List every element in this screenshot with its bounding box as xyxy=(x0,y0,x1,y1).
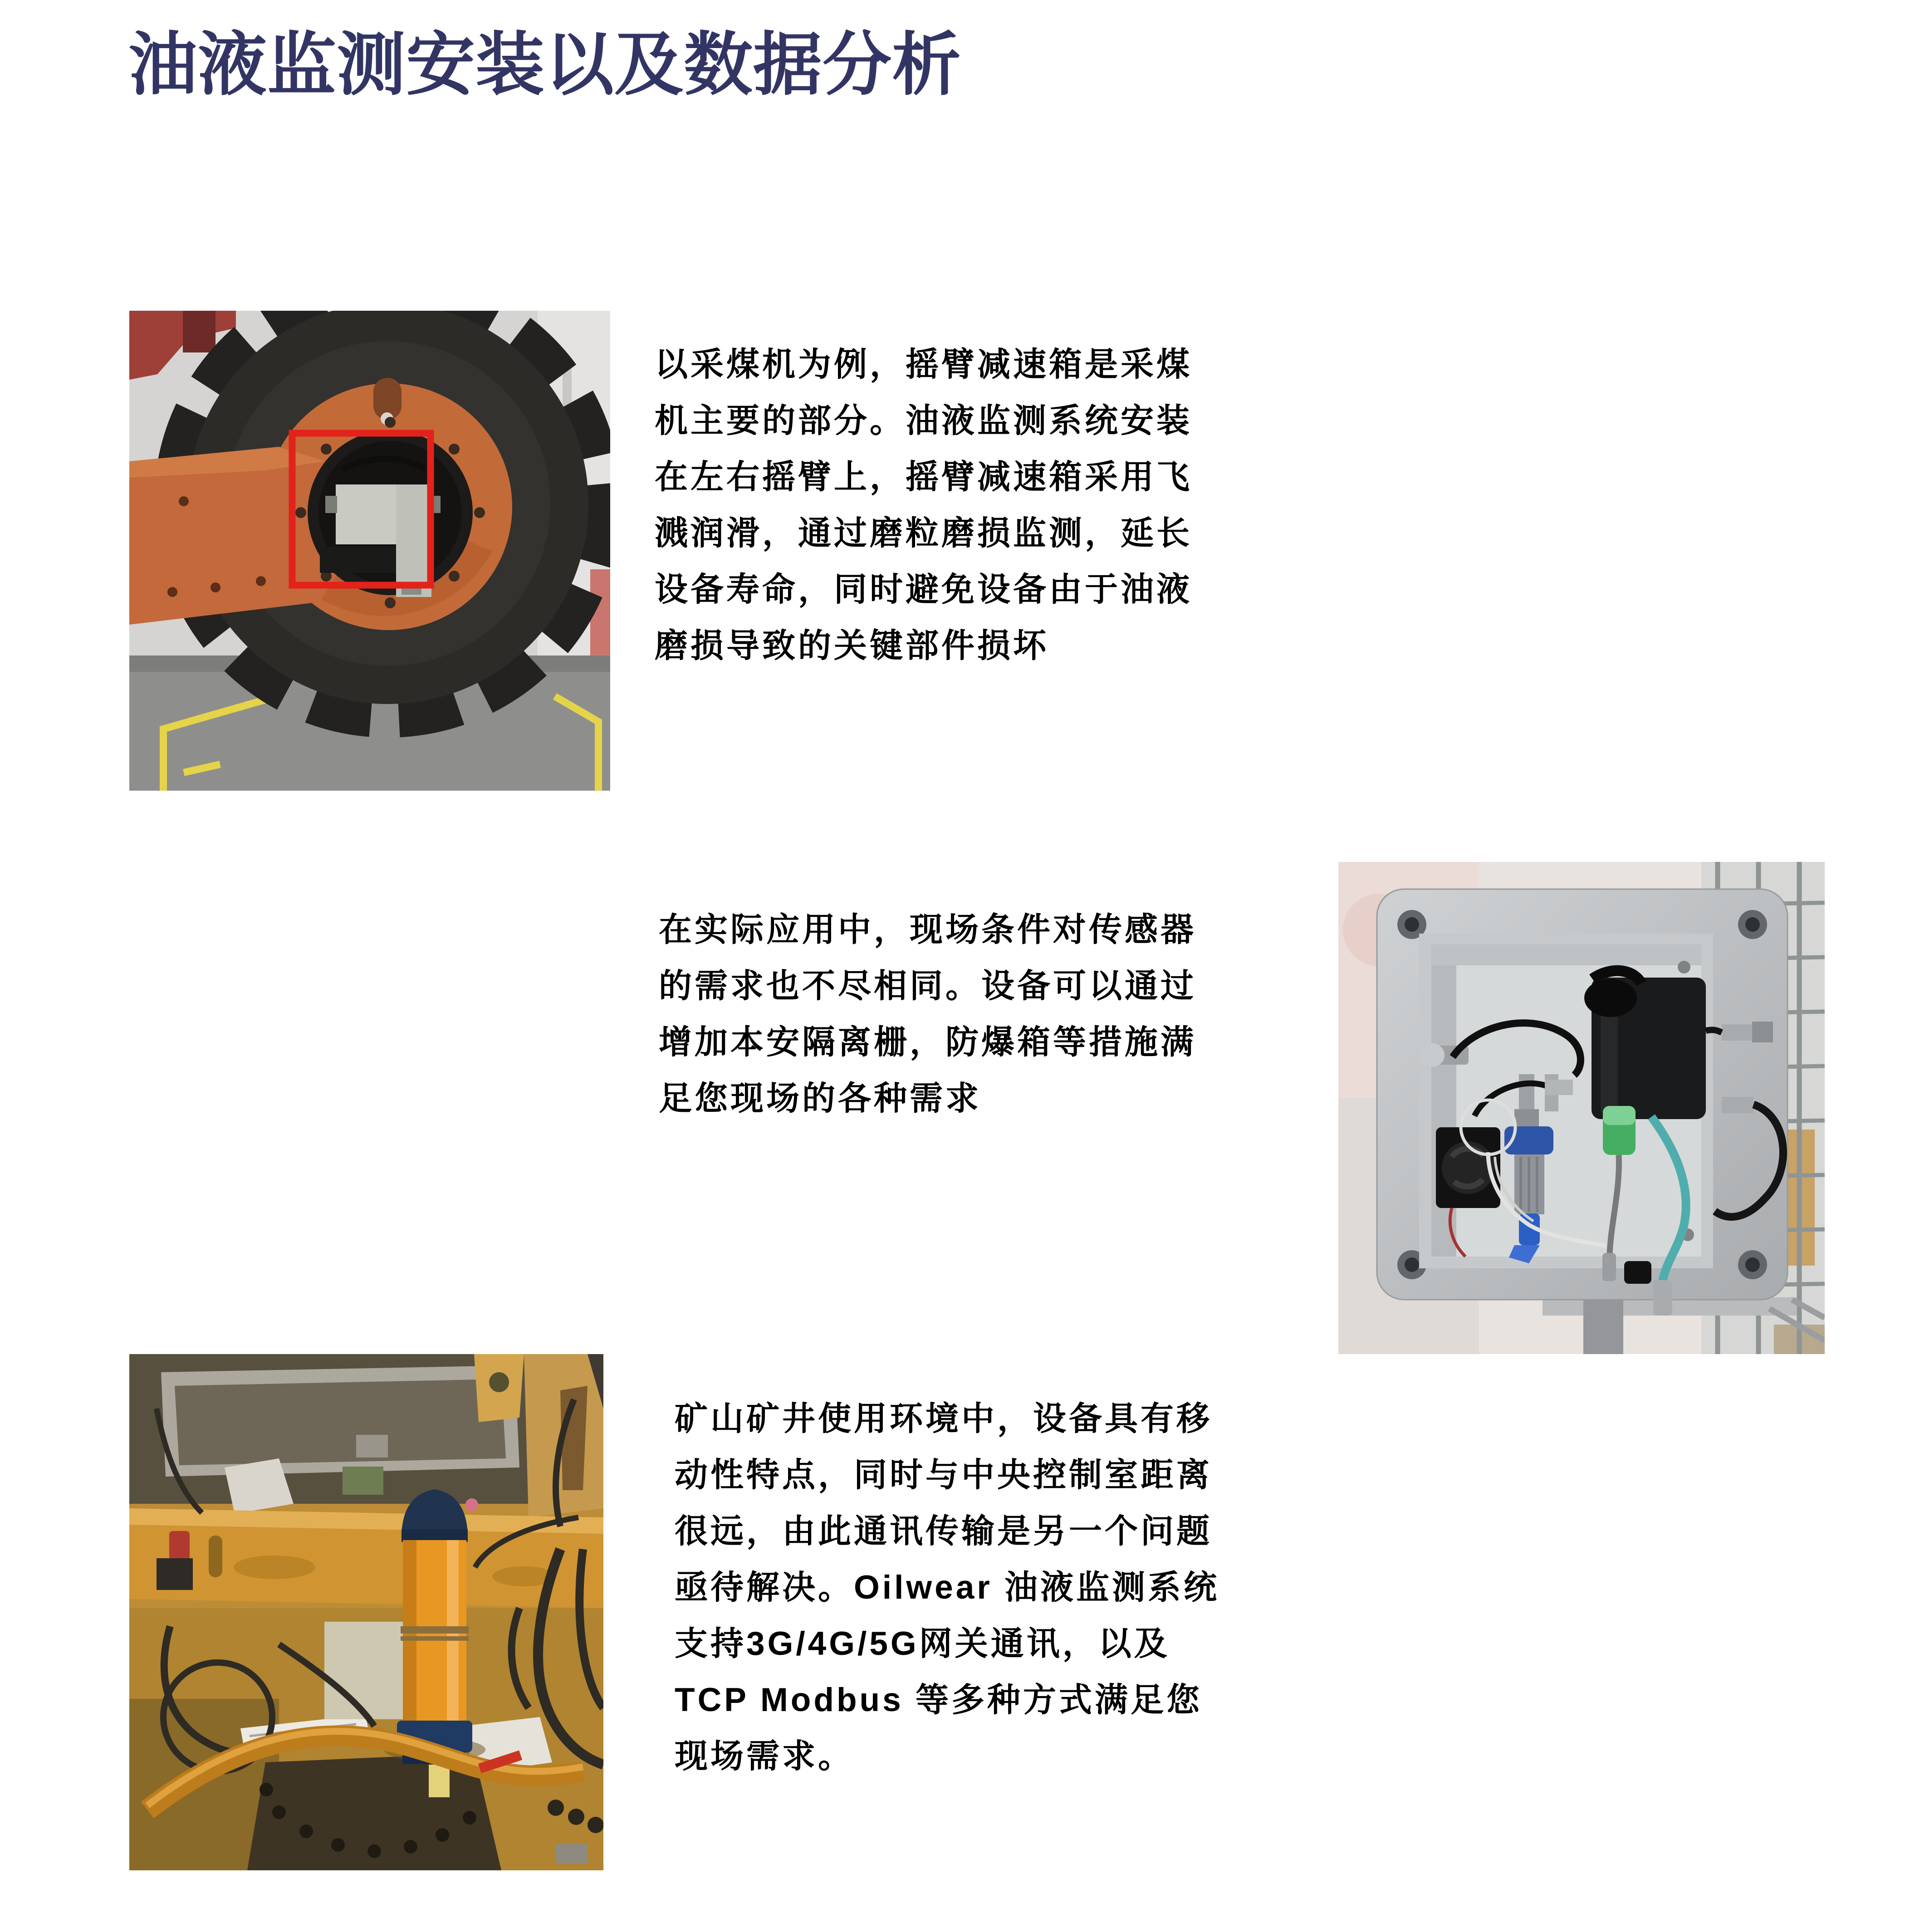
coal-shearer-drum-photo xyxy=(129,311,610,791)
sensor-enclosure-box-photo xyxy=(1338,862,1825,1354)
mining-machine-illustration xyxy=(129,1354,603,1870)
black-sensor-module xyxy=(1584,971,1706,1119)
paragraph-mining: 矿山矿井使用环境中，设备具有移动性特点，同时与中央控制室距离很远，由此通讯传输是另一个问题亟待解决。Oilwear 油液监测系统支持3G/4G/5G网关通讯，以及TCP Modbus 等多种方式满足您现场需求。 xyxy=(675,1400,1220,1775)
coal-shearer-drum-illustration xyxy=(129,311,610,791)
paragraph-enclosure: 在实际应用中，现场条件对传感器的需求也不尽相同。设备可以通过增加本安隔离栅，防爆箱等措施满足您现场的各种需求 xyxy=(659,911,1196,1117)
page-title: 油液监测安装以及数据分析 xyxy=(128,26,961,103)
sensor-enclosure-illustration xyxy=(1338,862,1825,1354)
mining-machine-oil-monitor-photo xyxy=(129,1354,603,1870)
paragraph-shearer: 以采煤机为例，摇臂减速箱是采煤机主要的部分。油液监测系统安装在左右摇臂上，摇臂减速箱采用飞溅润滑，通过磨粒磨损监测，延长设备寿命，同时避免设备由于油液磨损导致的关键部件损坏 xyxy=(655,346,1192,664)
